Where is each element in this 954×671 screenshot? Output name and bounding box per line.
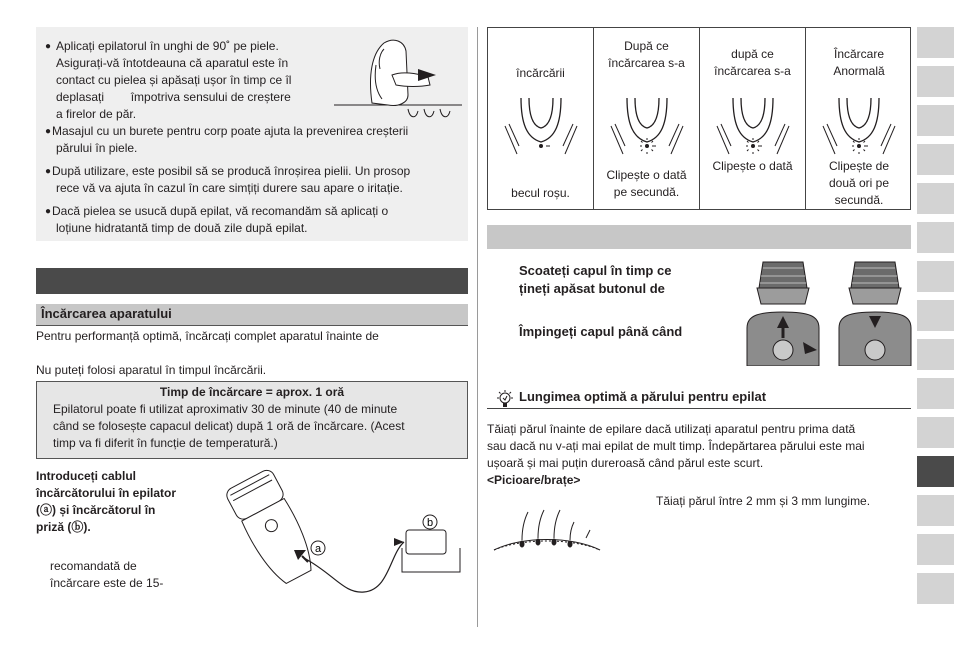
indicator-status: încărcării <box>516 66 565 80</box>
indicator-status: Anormală <box>833 64 885 78</box>
side-tab[interactable] <box>917 66 954 97</box>
tip-1-line: Aplicați epilatorul în unghi de 90˚ pe piele. <box>56 39 279 53</box>
tip-2-line: Masajul cu un burete pentru corp poate ajuta la prevenirea creșterii <box>52 124 409 138</box>
bullet-icon: ● <box>44 41 52 52</box>
column-divider <box>477 27 478 627</box>
indicator-cell <box>806 28 912 209</box>
charger-illustration <box>214 464 470 604</box>
head-removal-illustration <box>741 258 913 366</box>
indicator-cell <box>594 28 700 209</box>
charging-time-box <box>36 381 468 459</box>
hair-length-heading <box>487 387 911 409</box>
indicator-light: secundă. <box>834 193 884 207</box>
tips-box <box>36 27 468 241</box>
hair-paragraph-line: ușoară și mai puțin dureroasă când părul este scurt. <box>487 456 764 470</box>
charging-time-line: când se folosește capacul delicat) după 1 oră de încărcare. (Acest <box>53 419 405 433</box>
tip-4-line: loțiune hidratantă timp de două zile după epilat. <box>56 221 308 235</box>
section-bar <box>36 268 468 294</box>
epilator-blink-icon <box>713 96 793 158</box>
hair-paragraph-line: Tăiați părul înainte de epilare dacă utilizați aparatul pentru prima dată <box>487 422 856 436</box>
epilator-blink-icon <box>607 96 687 158</box>
charging-note: Nu puteți folosi aparatul în timpul încărcării. <box>36 363 267 377</box>
epilator-light-icon <box>501 96 581 158</box>
hair-length-illustration <box>492 508 602 556</box>
hair-length-title: Lungimea optimă a părului pentru epilat <box>519 389 767 404</box>
section-bar <box>487 225 911 249</box>
side-tab[interactable] <box>917 456 954 487</box>
indicator-status: După ce <box>624 39 669 53</box>
tip-1-line: contact cu pielea și apăsați ușor în timp ce îl <box>56 73 292 87</box>
tip-1-line: deplasați împotriva sensului de creștere <box>56 90 291 104</box>
head-removal-step: țineți apăsat butonul de <box>519 281 665 296</box>
side-tab[interactable] <box>917 417 954 448</box>
indicator-cell <box>700 28 806 209</box>
tip-1-line: Asigurați-vă întotdeauna că aparatul este în <box>56 56 289 70</box>
charging-intro: Pentru performanță optimă, încărcați complet aparatul înainte de <box>36 329 379 343</box>
tip-2-line: părului în piele. <box>56 141 138 155</box>
charging-step-line: priză (ⓑ). <box>36 520 91 534</box>
charging-duration-note: recomandată de <box>50 559 137 573</box>
label-a: a <box>314 543 322 555</box>
label-b: b <box>426 517 434 529</box>
side-tab[interactable] <box>917 183 954 214</box>
indicator-status: încărcarea s-a <box>714 64 791 78</box>
indicator-light: becul roșu. <box>511 186 570 200</box>
indicator-light: Clipește de <box>828 159 890 173</box>
charging-duration-note: încărcare este de 15- <box>50 576 164 590</box>
side-tab[interactable] <box>917 300 954 331</box>
hair-paragraph-line: sau dacă nu v-ați mai epilat de mult timp. Îndepărtarea părului este mai <box>487 439 865 453</box>
tip-3-line: rece vă va ajuta în cazul în care simțiți durere sau apare o iritație. <box>56 181 403 195</box>
side-tab[interactable] <box>917 573 954 604</box>
indicator-light: Clipește o dată <box>712 159 793 173</box>
side-tab[interactable] <box>917 261 954 292</box>
side-tab[interactable] <box>917 144 954 175</box>
charging-step-line: Introduceți cablul <box>36 469 137 483</box>
charging-step-line: încărcătorului în epilator <box>36 486 177 500</box>
indicator-status: Încărcare <box>833 47 885 61</box>
tip-1-line: a firelor de păr. <box>56 107 137 121</box>
charging-time-line: Epilatorul poate fi utilizat aproximativ 30 de minute (40 de minute <box>53 402 398 416</box>
indicator-cell <box>488 28 594 209</box>
hair-length-instruction: Tăiați părul între 2 mm și 3 mm lungime. <box>656 494 871 508</box>
tip-3-line: După utilizare, este posibil să se producă înroșirea pielii. Un prosop <box>52 164 411 178</box>
bullet-icon: ● <box>44 206 52 217</box>
indicator-light: două ori pe <box>828 176 890 190</box>
indicator-table <box>487 27 911 210</box>
indicator-status: după ce <box>731 47 774 61</box>
head-removal-step: Scoateți capul în timp ce <box>519 263 672 278</box>
side-tab[interactable] <box>917 105 954 136</box>
lightbulb-tip-icon <box>493 389 517 409</box>
charging-time-line: timp va fi diferit în funcție de temperatură.) <box>53 436 278 450</box>
side-tab[interactable] <box>917 339 954 370</box>
epilator-blink-icon <box>819 96 899 158</box>
head-attach-step: Împingeți capul până când <box>519 324 683 339</box>
side-tab[interactable] <box>917 534 954 565</box>
charging-time-title: Timp de încărcare = aprox. 1 oră <box>159 385 345 399</box>
side-tab[interactable] <box>917 495 954 526</box>
side-tab[interactable] <box>917 222 954 253</box>
hair-subheading: <Picioare/brațe> <box>487 473 581 487</box>
indicator-light: Clipește o dată <box>606 168 687 182</box>
section-heading <box>36 304 468 326</box>
indicator-light: pe secundă. <box>613 185 680 199</box>
section-title: Încărcarea aparatului <box>41 306 172 321</box>
bullet-icon: ● <box>44 166 52 177</box>
side-tab[interactable] <box>917 378 954 409</box>
bullet-icon: ● <box>44 126 52 137</box>
side-tab[interactable] <box>917 27 954 58</box>
indicator-status: încărcarea s-a <box>608 56 685 70</box>
epilator-angle-illustration <box>332 35 464 127</box>
tip-4-line: Dacă pielea se usucă după epilat, vă recomandăm să aplicați o <box>52 204 389 218</box>
charging-step-line: (ⓐ) și încărcătorul în <box>36 503 156 517</box>
